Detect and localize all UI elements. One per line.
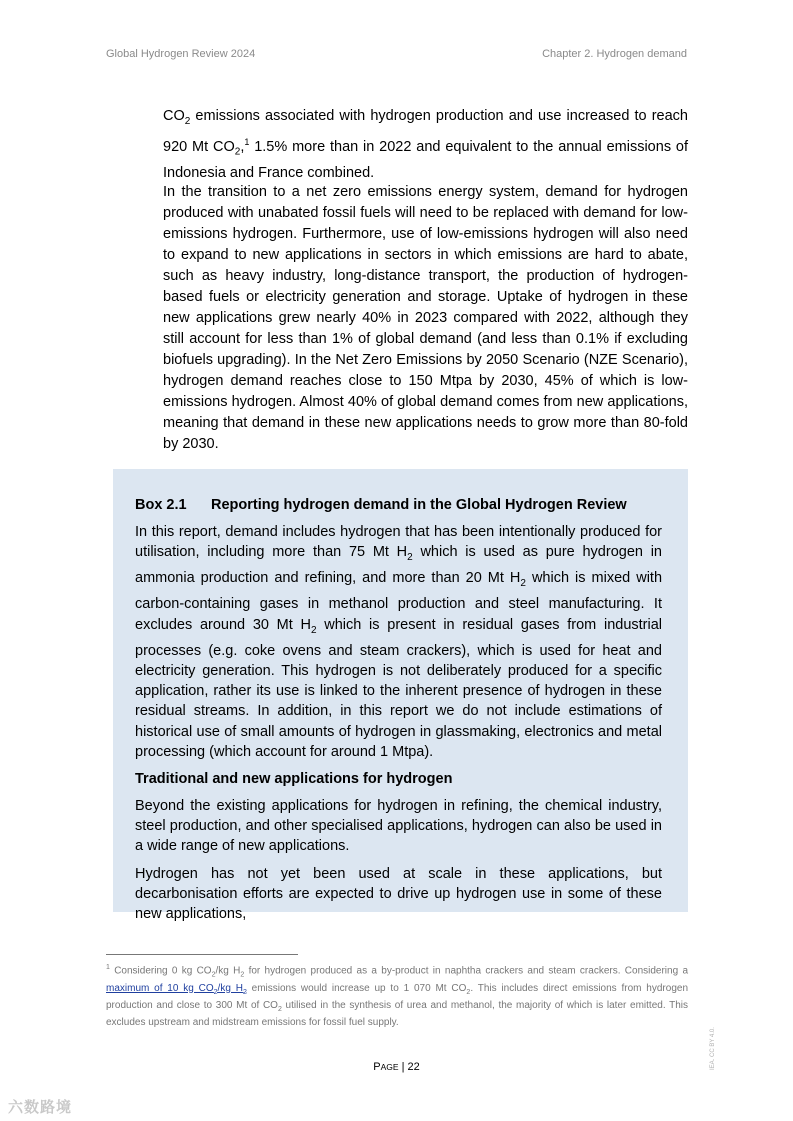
license-note: IEA. CC BY 4.0.	[710, 1027, 716, 1070]
box-number: Box 2.1	[135, 497, 187, 513]
box-paragraph-scale: Hydrogen has not yet been used at scale in these applications, but decarbonisation efforts are expected to drive up hydrogen use in some of these new applications,	[135, 865, 662, 922]
info-box	[113, 469, 688, 922]
box-paragraph-applications: Beyond the existing applications for hydrogen in refining, the chemical industry, steel production, and other specialised applications, hydrogen can also be used in a wide range of new applications.	[135, 797, 662, 855]
watermark: 六数路境	[8, 1099, 73, 1116]
box-subheading: Traditional and new applications for hydrogen	[135, 770, 453, 787]
footnote: $^1$ Considering 0 kg $CO_2/kg$ $H_2$ for hydrogen produced as a by-product in naphtha crackers and steam crackers. Considering a maximum of 10 kg $CO_2/kg$ $H_2$ emissions would increase up to 1 070 Mt $CO_2$. This includes direct emissions from hydrogen production and close to 300 Mt of $CO_2$ utilised in the synthesis of urea and methanol, the majority of which is later emitted. This excludes upstream and midstream emissions for fossil fuel supply.	[106, 964, 689, 1029]
running-header-title: Global Hydrogen Review 2024	[106, 48, 256, 60]
box-title-text: Reporting hydrogen demand in the Global Hydrogen Review	[211, 497, 627, 513]
box-title	[135, 495, 662, 515]
footnote-divider	[106, 954, 298, 955]
running-header-chapter: Chapter 2. Hydrogen demand	[542, 48, 687, 60]
paragraph-emissions: $CO_2$ emissions associated with hydrogen production and use increased to reach 920 Mt $CO_2,^1$ 1.5% more than in 2022 and equivalent to the annual emissions of Indonesia and France combined.	[163, 108, 689, 181]
paragraph-transition: In the transition to a net zero emissions energy system, demand for hydrogen produced with unabated fossil fuels will need to be replaced with demand for low-emissions hydrogen. Furthermore, use of low-emissions hydrogen will also need to expand to new applications in sectors in which emissions are hard to abate, such as heavy industry, long-distance transport, the production of hydrogen-based fuels or electricity generation and storage. Uptake of hydrogen in these new applications grew nearly 40% in 2023 compared with 2022, although they still account for less than 1% of global demand (and less than 0.1% if excluding biofuels upgrading). In the Net Zero Emissions by 2050 Scenario (NZE Scenario), hydrogen demand reaches close to 150 Mtpa by 2030, 45% of which is low-emissions hydrogen. Almost 40% of global demand comes from new applications, meaning that demand in these new applications needs to grow more than 80-fold by 2030.	[163, 184, 688, 452]
footnote-reference[interactable]: 1	[244, 136, 250, 147]
footnote-link[interactable]: maximum of 10 kg $CO_2/kg$ $H_2$	[106, 982, 247, 996]
page-number: PAGE | 22	[373, 1061, 420, 1073]
box-paragraph-demand: In this report, demand includes hydrogen that has been intentionally produced for utilisation, including more than 75 Mt $H_2$ which is used as pure hydrogen in ammonia production and refining, and more than 20 Mt $H_2$ which is mixed with carbon-containing gases in methanol production and steel manufacturing. It excludes around 30 Mt $H_2$ which is present in residual gases from industrial processes (e.g. coke ovens and steam crackers), which is used for heat and electricity generation. This hydrogen is not deliberately produced for a specific application, rather its use is linked to the inherent presence of hydrogen in these residual streams. In addition, in this report we do not include estimations of historical use of small amounts of hydrogen in glassmaking, electronics and metal processing (which account for around 1 Mtpa).	[135, 524, 663, 760]
